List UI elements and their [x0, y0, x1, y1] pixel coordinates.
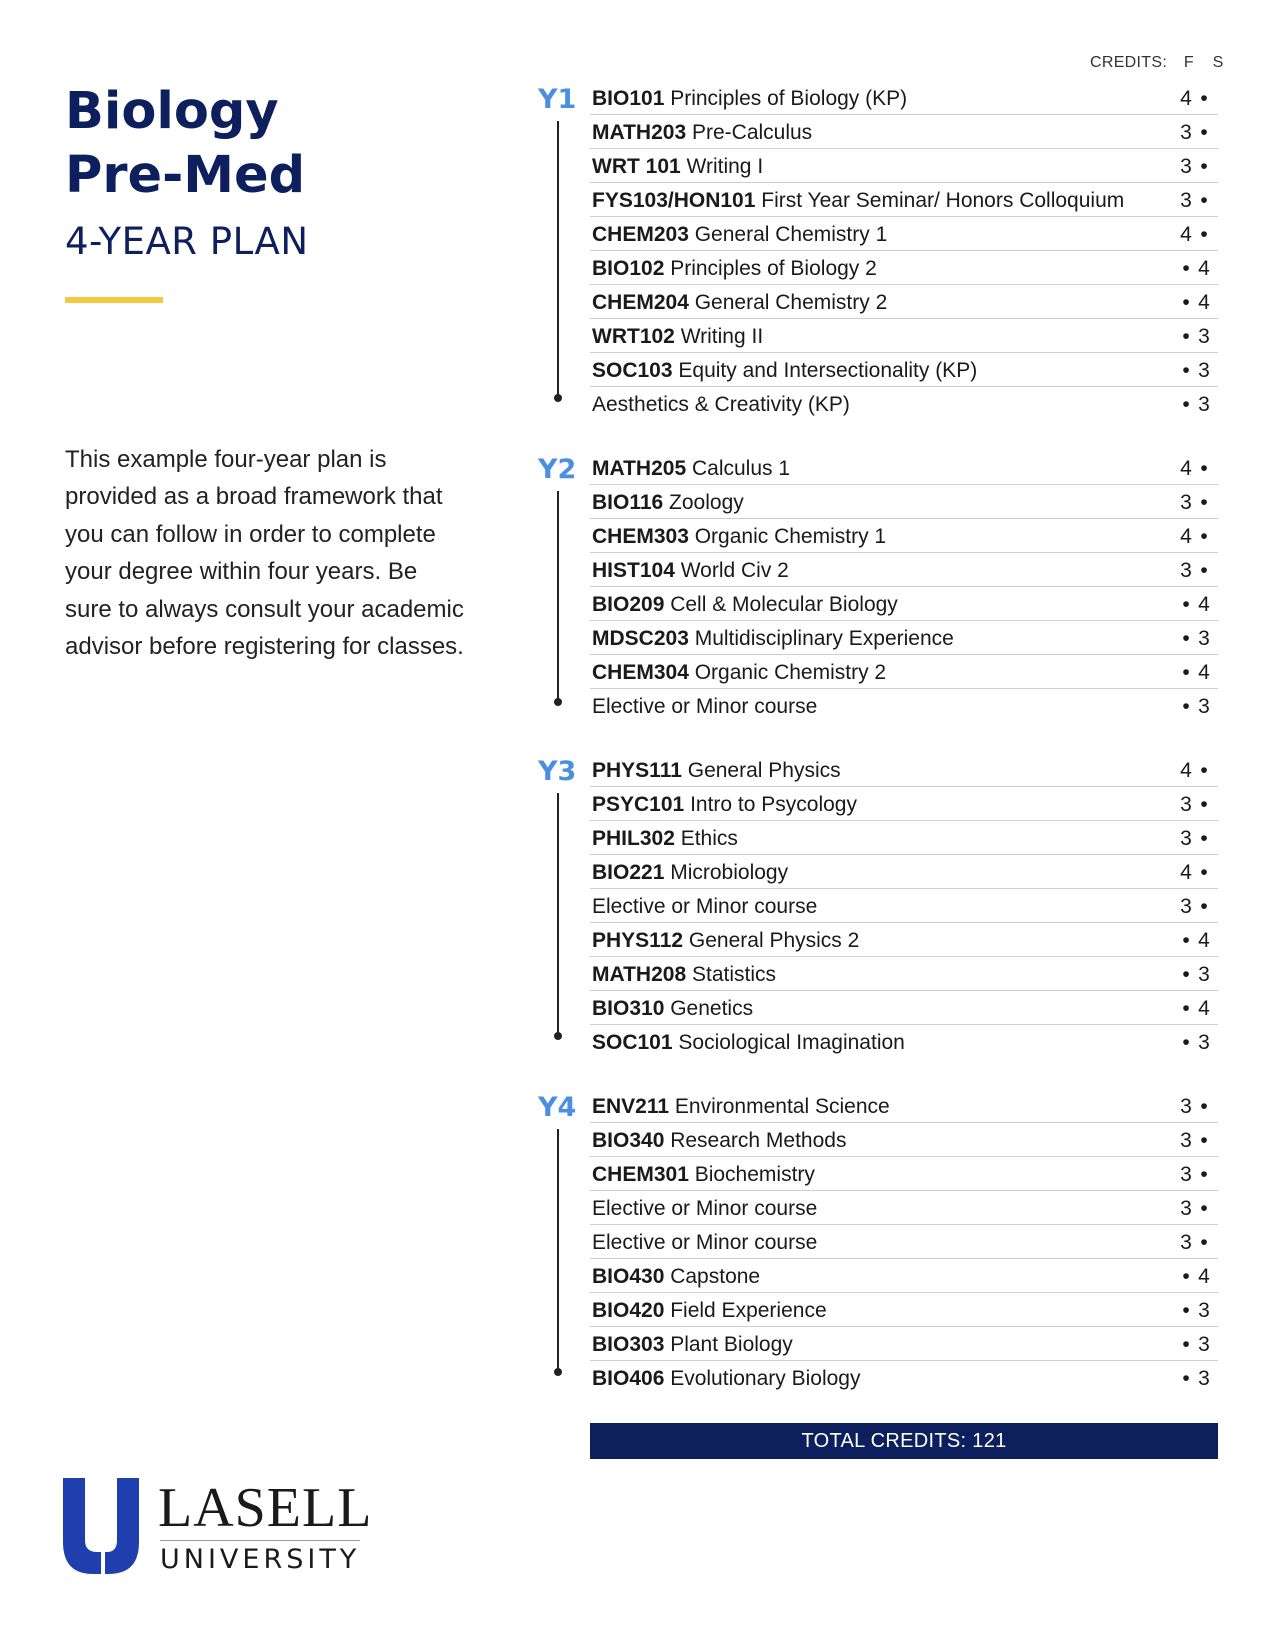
course-code: HIST104	[592, 559, 675, 582]
course-title: Cell & Molecular Biology	[664, 593, 898, 616]
course-code: BIO102	[592, 257, 665, 280]
credit-fall: 3	[1180, 155, 1192, 178]
page-title-line-2: Pre-Med	[65, 146, 306, 205]
course-row	[590, 1327, 1218, 1361]
credit-spring: •	[1200, 1095, 1208, 1118]
course-code: BIO310	[592, 997, 665, 1020]
credit-fall: •	[1182, 695, 1190, 718]
course-code: MATH208	[592, 963, 687, 986]
course-row	[590, 519, 1218, 553]
timeline-y3	[557, 793, 559, 1036]
course-code: BIO406	[592, 1367, 665, 1390]
course-name	[592, 525, 886, 549]
course-row	[590, 115, 1218, 149]
course-code: CHEM304	[592, 661, 689, 684]
course-code: BIO209	[592, 593, 665, 616]
course-title: Principles of Biology (KP)	[664, 87, 908, 110]
course-row	[590, 1225, 1218, 1259]
timeline-dot-y4	[554, 1368, 562, 1376]
credit-spring: 4	[1198, 1265, 1210, 1288]
credit-fall: •	[1182, 661, 1190, 684]
credit-fall: 4	[1180, 223, 1192, 246]
credit-spring: •	[1200, 1197, 1208, 1220]
course-code: ENV211	[592, 1095, 670, 1118]
course-name	[592, 291, 887, 315]
page-subtitle: 4-YEAR PLAN	[65, 220, 309, 263]
course-name	[592, 695, 817, 719]
course-code: WRT102	[592, 325, 675, 348]
course-name	[592, 759, 841, 783]
credit-spring: •	[1200, 1163, 1208, 1186]
course-name	[592, 963, 776, 987]
course-title: General Physics 2	[683, 929, 860, 952]
course-row	[590, 149, 1218, 183]
credit-spring: •	[1200, 525, 1208, 548]
credit-fall: •	[1182, 257, 1190, 280]
lasell-u-logo-icon	[63, 1478, 139, 1574]
course-title: General Chemistry 1	[688, 223, 888, 246]
course-row	[590, 553, 1218, 587]
course-row	[590, 183, 1218, 217]
credit-fall: 3	[1180, 793, 1192, 816]
credit-spring: •	[1200, 895, 1208, 918]
credit-spring: 4	[1198, 661, 1210, 684]
course-name	[592, 559, 789, 583]
course-row	[590, 991, 1218, 1025]
course-code: BIO303	[592, 1333, 665, 1356]
course-name	[592, 1265, 760, 1289]
year-label-y4: Y4	[538, 1092, 577, 1123]
course-name	[592, 929, 859, 953]
course-name	[592, 257, 877, 281]
credit-fall: 3	[1180, 895, 1192, 918]
course-title: Elective or Minor course	[592, 1231, 818, 1254]
course-name	[592, 1095, 890, 1119]
course-title: General Chemistry 2	[688, 291, 888, 314]
course-name	[592, 189, 1124, 213]
course-name	[592, 861, 788, 885]
credit-spring: 3	[1198, 695, 1210, 718]
course-code: CHEM203	[592, 223, 689, 246]
course-row	[590, 485, 1218, 519]
course-title: Intro to Psycology	[684, 793, 857, 816]
credit-spring: •	[1200, 827, 1208, 850]
credit-fall: •	[1182, 325, 1190, 348]
course-title: Capstone	[664, 1265, 761, 1288]
credit-spring: 3	[1198, 1031, 1210, 1054]
course-code: MDSC203	[592, 627, 689, 650]
course-code: MATH203	[592, 121, 687, 144]
credit-fall: 3	[1180, 1197, 1192, 1220]
credit-fall: •	[1182, 359, 1190, 382]
course-name	[592, 393, 850, 417]
course-row	[590, 1191, 1218, 1225]
credit-spring: 3	[1198, 359, 1210, 382]
timeline-dot-y2	[554, 698, 562, 706]
credit-spring: •	[1200, 861, 1208, 884]
course-title: Genetics	[664, 997, 754, 1020]
credits-spring-label: S	[1212, 54, 1224, 71]
course-code: CHEM303	[592, 525, 689, 548]
credit-fall: •	[1182, 1299, 1190, 1322]
course-name	[592, 121, 812, 145]
credit-spring: 4	[1198, 257, 1210, 280]
course-row	[590, 1259, 1218, 1293]
course-title: Statistics	[686, 963, 776, 986]
course-code: BIO430	[592, 1265, 665, 1288]
year-label-y2: Y2	[538, 454, 577, 485]
course-code: MATH205	[592, 457, 687, 480]
credit-fall: 4	[1180, 87, 1192, 110]
course-code: PHYS112	[592, 929, 684, 952]
course-name	[592, 457, 790, 481]
course-title: Elective or Minor course	[592, 1197, 818, 1220]
credit-fall: 4	[1180, 759, 1192, 782]
credit-spring: •	[1200, 491, 1208, 514]
course-title: Field Experience	[664, 1299, 827, 1322]
course-code: SOC103	[592, 359, 673, 382]
course-row	[590, 353, 1218, 387]
course-row	[590, 1123, 1218, 1157]
credit-spring: 3	[1198, 627, 1210, 650]
credit-spring: •	[1200, 457, 1208, 480]
course-name	[592, 223, 887, 247]
course-code: PHIL302	[592, 827, 675, 850]
course-list-y4	[590, 1089, 1218, 1394]
course-name	[592, 1231, 817, 1255]
course-row	[590, 855, 1218, 889]
course-title: Ethics	[674, 827, 738, 850]
course-row	[590, 251, 1218, 285]
course-name	[592, 359, 977, 383]
course-name	[592, 1031, 905, 1055]
course-row	[590, 1089, 1218, 1123]
credit-fall: •	[1182, 1031, 1190, 1054]
course-name	[592, 997, 753, 1021]
credit-fall: •	[1182, 627, 1190, 650]
course-name	[592, 1163, 815, 1187]
course-title: Calculus 1	[686, 457, 791, 480]
credit-spring: 3	[1198, 1333, 1210, 1356]
credit-spring: 4	[1198, 593, 1210, 616]
course-row	[590, 787, 1218, 821]
credit-fall: 3	[1180, 1231, 1192, 1254]
credits-fall-label: F	[1183, 54, 1194, 71]
page-title-line-1: Biology	[65, 82, 279, 141]
course-row	[590, 1025, 1218, 1058]
course-title: First Year Seminar/ Honors Colloquium	[755, 189, 1125, 212]
course-row	[590, 889, 1218, 923]
course-row	[590, 319, 1218, 353]
course-list-y3	[590, 753, 1218, 1058]
year-label-y3: Y3	[538, 756, 577, 787]
course-title: Aesthetics & Creativity (KP)	[592, 393, 850, 416]
credit-fall: 4	[1180, 861, 1192, 884]
credit-spring: •	[1200, 1231, 1208, 1254]
intro-paragraph: This example four-year plan is provided as a broad framework that you can follow in order to complete your degree within four years. Be sure to always consult your academic advisor before registering for classes.	[65, 446, 464, 661]
course-name	[592, 1299, 827, 1323]
course-row	[590, 387, 1218, 420]
credit-spring: •	[1200, 121, 1208, 144]
course-title: Research Methods	[664, 1129, 847, 1152]
course-row	[590, 923, 1218, 957]
lasell-logo	[63, 1478, 383, 1578]
course-title: Elective or Minor course	[592, 895, 818, 918]
course-code: SOC101	[592, 1031, 673, 1054]
course-row	[590, 587, 1218, 621]
credit-fall: 3	[1180, 559, 1192, 582]
course-title: Organic Chemistry 2	[688, 661, 887, 684]
course-title: Multidisciplinary Experience	[688, 627, 954, 650]
year-label-y1: Y1	[538, 84, 577, 115]
credit-fall: •	[1182, 593, 1190, 616]
course-title: Writing II	[674, 325, 764, 348]
course-name	[592, 593, 898, 617]
course-row	[590, 821, 1218, 855]
course-title: Equity and Intersectionality (KP)	[672, 359, 978, 382]
course-title: Microbiology	[664, 861, 789, 884]
credit-spring: •	[1200, 759, 1208, 782]
course-name	[592, 1197, 817, 1221]
credit-spring: 3	[1198, 393, 1210, 416]
credit-spring: •	[1200, 793, 1208, 816]
course-row	[590, 217, 1218, 251]
course-code: BIO221	[592, 861, 665, 884]
course-title: Plant Biology	[664, 1333, 793, 1356]
course-code: CHEM204	[592, 291, 689, 314]
course-code: BIO340	[592, 1129, 665, 1152]
course-row	[590, 753, 1218, 787]
credits-label: CREDITS:	[1090, 54, 1168, 71]
course-title: Organic Chemistry 1	[688, 525, 887, 548]
credit-fall: •	[1182, 1367, 1190, 1390]
course-row	[590, 1361, 1218, 1394]
course-row	[590, 621, 1218, 655]
course-name	[592, 1129, 846, 1153]
course-code: WRT 101	[592, 155, 681, 178]
course-name	[592, 491, 744, 515]
credit-fall: 3	[1180, 491, 1192, 514]
credit-fall: 3	[1180, 1129, 1192, 1152]
course-title: Principles of Biology 2	[664, 257, 877, 280]
course-row	[590, 1157, 1218, 1191]
course-row	[590, 957, 1218, 991]
logo-wordmark: LASELL	[158, 1477, 373, 1539]
credits-header	[1090, 54, 1224, 72]
credit-spring: 4	[1198, 291, 1210, 314]
course-row	[590, 285, 1218, 319]
course-list-y2	[590, 451, 1218, 722]
credit-fall: 4	[1180, 525, 1192, 548]
credit-fall: 3	[1180, 1163, 1192, 1186]
credit-spring: •	[1200, 1129, 1208, 1152]
course-title: World Civ 2	[674, 559, 789, 582]
credit-fall: 4	[1180, 457, 1192, 480]
credit-spring: •	[1200, 189, 1208, 212]
credit-fall: 3	[1180, 189, 1192, 212]
credit-spring: 4	[1198, 929, 1210, 952]
course-row	[590, 1293, 1218, 1327]
course-code: PSYC101	[592, 793, 685, 816]
course-row	[590, 689, 1218, 722]
credit-spring: 3	[1198, 1367, 1210, 1390]
credit-fall: •	[1182, 997, 1190, 1020]
course-code: PHYS111	[592, 759, 682, 782]
course-title: Elective or Minor course	[592, 695, 818, 718]
credit-fall: 3	[1180, 827, 1192, 850]
credit-fall: •	[1182, 393, 1190, 416]
course-name	[592, 627, 954, 651]
course-list-y1	[590, 81, 1218, 420]
course-name	[592, 827, 738, 851]
credit-fall: 3	[1180, 1095, 1192, 1118]
course-title: Sociological Imagination	[672, 1031, 905, 1054]
timeline-dot-y1	[554, 394, 562, 402]
credit-spring: 4	[1198, 997, 1210, 1020]
credit-spring: •	[1200, 559, 1208, 582]
timeline-y4	[557, 1129, 559, 1372]
course-name	[592, 895, 817, 919]
course-name	[592, 87, 907, 111]
timeline-dot-y3	[554, 1032, 562, 1040]
course-title: Zoology	[663, 491, 744, 514]
course-name	[592, 1367, 860, 1391]
course-name	[592, 325, 763, 349]
credit-fall: •	[1182, 291, 1190, 314]
course-row	[590, 81, 1218, 115]
credit-spring: 3	[1198, 963, 1210, 986]
timeline-y2	[557, 491, 559, 701]
credit-spring: •	[1200, 223, 1208, 246]
credit-fall: •	[1182, 963, 1190, 986]
credit-fall: •	[1182, 1265, 1190, 1288]
course-code: BIO101	[592, 87, 665, 110]
course-code: BIO116	[592, 491, 664, 514]
course-title: Environmental Science	[669, 1095, 890, 1118]
credit-spring: •	[1200, 155, 1208, 178]
course-name	[592, 1333, 793, 1357]
course-title: Evolutionary Biology	[664, 1367, 861, 1390]
logo-rule	[160, 1540, 360, 1541]
credit-fall: 3	[1180, 121, 1192, 144]
course-title: Biochemistry	[688, 1163, 815, 1186]
title-block	[65, 80, 465, 303]
credit-spring: •	[1200, 87, 1208, 110]
course-code: FYS103/HON101	[592, 189, 756, 212]
credit-fall: •	[1182, 1333, 1190, 1356]
logo-subtitle: UNIVERSITY	[160, 1544, 361, 1575]
course-code: CHEM301	[592, 1163, 689, 1186]
total-credits-bar: TOTAL CREDITS: 121	[590, 1423, 1218, 1459]
course-title: General Physics	[681, 759, 841, 782]
course-title: Pre-Calculus	[686, 121, 813, 144]
course-row	[590, 451, 1218, 485]
credit-spring: 3	[1198, 1299, 1210, 1322]
timeline-y1	[557, 121, 559, 398]
course-title: Writing I	[680, 155, 764, 178]
credit-spring: 3	[1198, 325, 1210, 348]
course-name	[592, 155, 763, 179]
credit-fall: •	[1182, 929, 1190, 952]
accent-divider	[65, 297, 163, 303]
course-name	[592, 793, 857, 817]
course-code: BIO420	[592, 1299, 665, 1322]
course-name	[592, 661, 886, 685]
course-row	[590, 655, 1218, 689]
